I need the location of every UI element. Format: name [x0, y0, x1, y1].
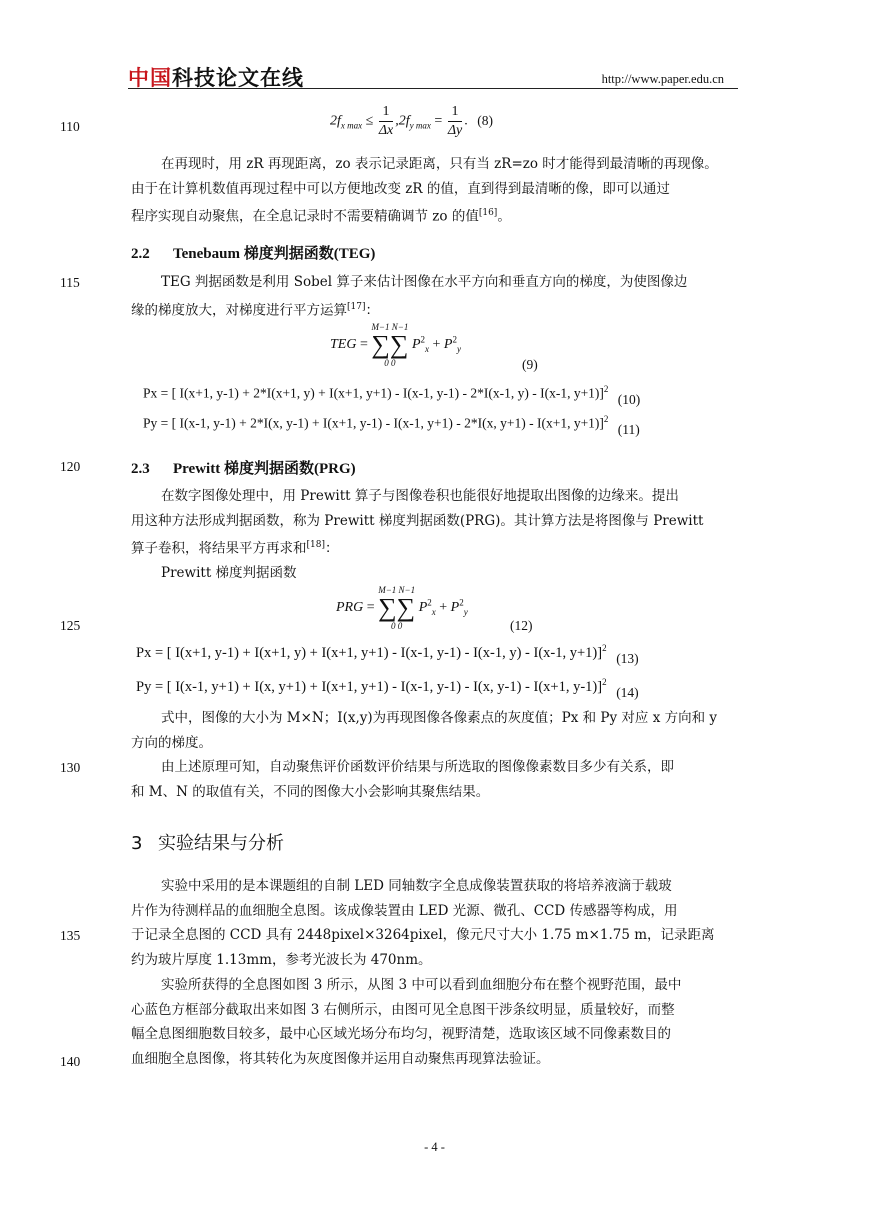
page-number: - 4 -	[424, 1140, 445, 1154]
paragraph: 式中，图像的大小为 M×N；I(x,y)为再现图像各像素点的灰度值；Px 和 Py 对应 x 方向和 y 方向的梯度。	[131, 710, 718, 751]
equation-14: Py = [ I(x-1, y+1) + I(x, y+1) + I(x+1, y+1) - I(x-1, y-1) - I(x, y-1) - I(x+1, y-1)]$^2$ (14)	[136, 677, 639, 700]
section-heading: 2.2 Tenebaum 梯度判据函数(TEG)	[131, 246, 376, 262]
line-number: 130	[60, 760, 81, 775]
paragraph: 实验所获得的全息图如图 3 所示，从图 3 中可以看到血细胞分布在整个视野范围，最中 心蓝色方框部分截取出来如图 3 右侧所示，由图可见全息图干涉条纹明显，质量较好，而整 幅全息图细胞数目较多，最中心区域光场分布均匀，视野清楚，选取该区域不同像素数目的 血细胞全息图像，将其转化为灰度图像并运用自动聚焦再现算法验证。	[131, 977, 682, 1067]
equation-12: PRG = M−1 N−1 ∑∑ 0 0 $P^2_x + P^2_y$	[336, 585, 468, 631]
section-heading: 3 实验结果与分析	[131, 833, 284, 854]
line-number: 115	[60, 275, 80, 290]
section-heading: 2.3 Prewitt 梯度判据函数(PRG)	[131, 461, 356, 477]
equation-10: Px = [ I(x+1, y-1) + 2*I(x+1, y) + I(x+1, y+1) - I(x-1, y-1) - 2*I(x-1, y) - I(x-1, y+1)]$^2$ (10)	[143, 384, 641, 407]
paragraph: 在再现时，用 zR 再现距离，zo 表示记录距离，只有当 zR=zo 时才能得到最清晰的再现像。 由于在计算机数值再现过程中可以方便地改变 zR 的值，直到得到最清晰的像，即可以通过 程序实现自动聚焦，在全息记录时不需要精确调节 zo 的值[16]。	[131, 156, 718, 225]
paragraph: TEG 判据函数是利用 Sobel 算子来估计图像在水平方向和垂直方向的梯度，为使图像边 缘的梯度放大，对梯度进行平方运算[17]：	[131, 274, 688, 318]
logo-red-text: 中国	[128, 66, 172, 90]
logo-black-text: 科技论文在线	[172, 66, 304, 90]
equation-number: (12)	[510, 618, 533, 633]
line-number: 120	[60, 459, 81, 474]
equation-11: Py = [ I(x-1, y-1) + 2*I(x, y-1) + I(x+1, y-1) - I(x-1, y+1) - 2*I(x, y+1) - I(x+1, y+1)]$^2$ (11)	[143, 414, 640, 437]
line-number: 135	[60, 928, 81, 943]
equation-number: (8)	[477, 112, 493, 128]
equation-13: Px = [ I(x+1, y-1) + I(x+1, y) + I(x+1, y+1) - I(x-1, y-1) - I(x-1, y) - I(x-1, y+1)]$^2$ (13)	[136, 643, 639, 666]
header-url[interactable]: http://www.paper.edu.cn	[601, 72, 724, 86]
equation-8: $2f_{x max}$ ≤ $\frac{1}{\Delta x}$ $,2f_{y max}$ = $\frac{1}{\Delta y}$ . (8)	[330, 104, 493, 138]
line-number: 110	[60, 119, 80, 134]
line-number: 140	[60, 1054, 81, 1069]
header-rule	[128, 88, 738, 89]
paragraph: 由上述原理可知，自动聚焦评价函数评价结果与所选取的图像像素数目多少有关系，即 和 M、N 的取值有关，不同的图像大小会影响其聚焦结果。	[131, 759, 674, 800]
equation-number: (9)	[522, 357, 538, 372]
equation-9: TEG = M−1 N−1 ∑∑ 0 0 $P^2_x + P^2_y$	[330, 322, 461, 368]
paragraph: 实验中采用的是本课题组的自制 LED 同轴数字全息成像装置获取的将培养液滴于载玻 片作为待测样品的血细胞全息图。该成像装置由 LED 光源、微孔、CCD 传感器等构成，用 于记录全息图的 CCD 具有 2448pixel×3264pixel，像元尺寸大小 1.75 m×1.75 m，记录距离 约为玻片厚度 1.13mm，参考光波长为 470nm。	[131, 878, 715, 968]
line-number: 125	[60, 618, 81, 633]
paragraph: 在数字图像处理中，用 Prewitt 算子与图像卷积也能很好地提取出图像的边缘来。提出 用这种方法形成判据函数，称为 Prewitt 梯度判据函数(PRG)。其计算方法是将图像与 Prewitt 算子卷积，将结果平方再求和[18]： Prewitt 梯度判据函数	[131, 488, 704, 581]
